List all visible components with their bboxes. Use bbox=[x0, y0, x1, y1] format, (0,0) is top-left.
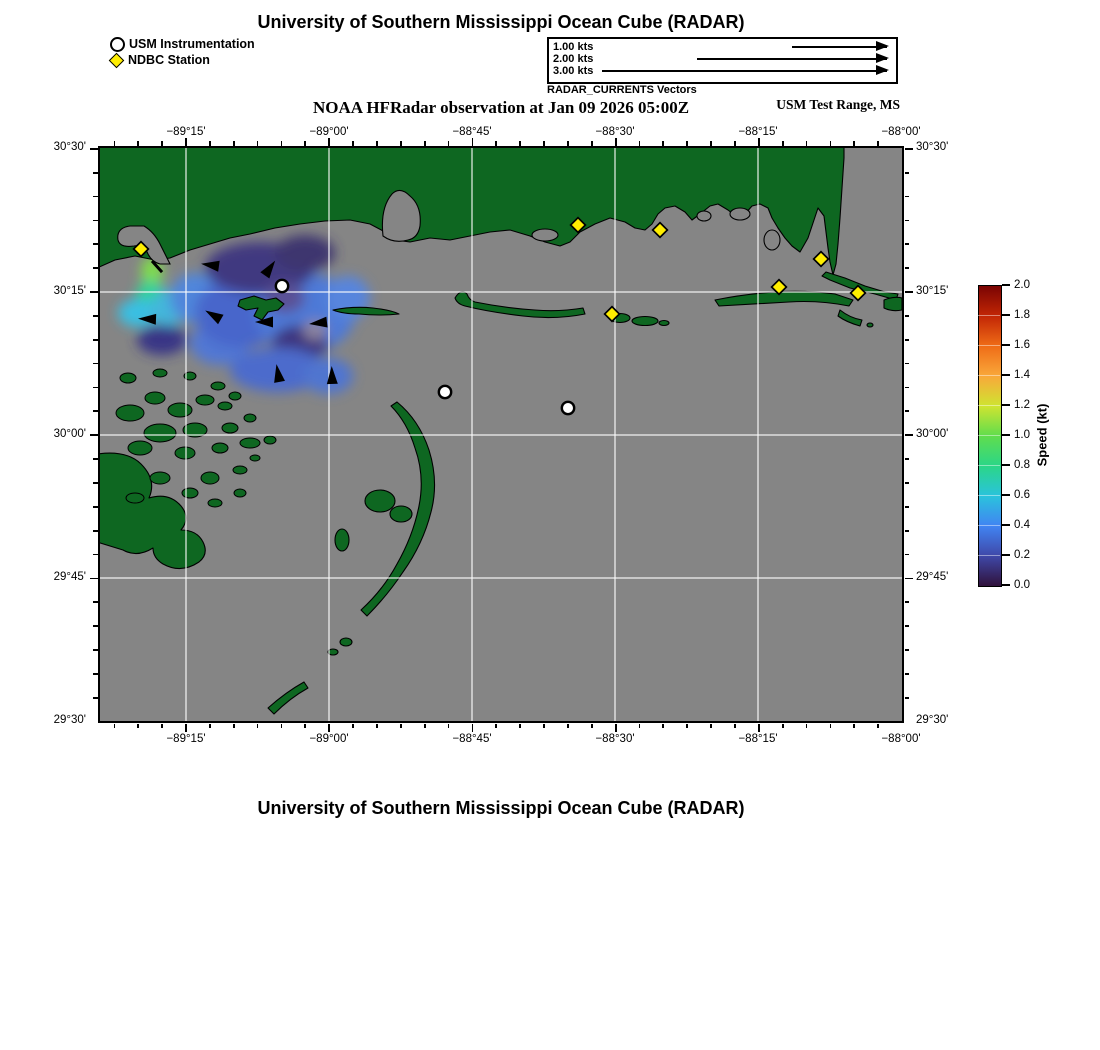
axis-tick bbox=[639, 724, 641, 729]
axis-tick bbox=[710, 724, 712, 729]
range-label: USM Test Range, MS bbox=[776, 97, 900, 112]
axis-tick bbox=[281, 724, 283, 729]
colorbar-tick bbox=[1002, 524, 1010, 526]
axis-tick bbox=[495, 141, 497, 146]
axis-tick bbox=[257, 724, 259, 729]
axis-tick bbox=[567, 724, 569, 729]
axis-tick bbox=[400, 141, 402, 146]
axis-tick bbox=[93, 243, 98, 245]
axis-tick bbox=[93, 530, 98, 532]
axis-tick bbox=[905, 506, 910, 508]
axis-tick-label: 30°00' bbox=[916, 428, 949, 440]
colorbar-segment-line bbox=[978, 405, 1000, 406]
colorbar-tick bbox=[1002, 374, 1010, 376]
island-freemason bbox=[390, 506, 412, 522]
marsh-islet bbox=[212, 443, 228, 453]
vector-scale-caption: RADAR_CURRENTS Vectors bbox=[547, 84, 697, 96]
axis-tick bbox=[93, 482, 98, 484]
axis-tick bbox=[710, 141, 712, 146]
colorbar-tick bbox=[1002, 434, 1010, 436]
marsh-islet bbox=[233, 466, 247, 474]
axis-tick bbox=[93, 673, 98, 675]
marsh-islet bbox=[218, 402, 232, 410]
axis-tick-label: −88°00' bbox=[881, 733, 921, 745]
marsh-islet bbox=[128, 441, 152, 455]
axis-tick bbox=[328, 724, 330, 732]
axis-tick bbox=[93, 172, 98, 174]
axis-tick bbox=[905, 649, 910, 651]
colorbar-tick bbox=[1002, 314, 1010, 316]
axis-tick bbox=[352, 141, 354, 146]
marsh-islet bbox=[126, 493, 144, 503]
axis-tick bbox=[639, 141, 641, 146]
marsh-islet bbox=[145, 392, 165, 404]
axis-tick bbox=[519, 724, 521, 729]
vector-scale-row-2 bbox=[549, 53, 896, 65]
axis-tick bbox=[257, 141, 259, 146]
colorbar-tick bbox=[1002, 584, 1010, 586]
colorbar-tick bbox=[1002, 344, 1010, 346]
axis-tick bbox=[424, 141, 426, 146]
island-freemason bbox=[365, 490, 395, 512]
axis-tick bbox=[543, 724, 545, 729]
axis-tick-label: 29°45' bbox=[916, 571, 949, 583]
axis-tick bbox=[376, 724, 378, 729]
axis-tick bbox=[905, 220, 910, 222]
marsh-islet bbox=[120, 373, 136, 383]
axis-tick-label: 30°15' bbox=[916, 285, 949, 297]
vector-shaft bbox=[602, 70, 887, 72]
axis-tick bbox=[686, 724, 688, 729]
axis-tick bbox=[782, 141, 784, 146]
axis-tick-label: −88°30' bbox=[595, 126, 635, 138]
axis-tick-label: −89°15' bbox=[166, 126, 206, 138]
axis-tick bbox=[905, 148, 913, 150]
axis-tick bbox=[830, 141, 832, 146]
colorbar-tick bbox=[1002, 284, 1010, 286]
axis-tick bbox=[905, 315, 910, 317]
axis-tick bbox=[905, 578, 913, 580]
footer-title: University of Southern Mississippi Ocean Cube (RADAR) bbox=[257, 798, 745, 818]
axis-tick-label: −89°00' bbox=[309, 126, 349, 138]
axis-tick bbox=[93, 267, 98, 269]
axis-tick-label: 30°30' bbox=[53, 141, 86, 153]
axis-tick bbox=[905, 172, 910, 174]
axis-tick bbox=[567, 141, 569, 146]
vector-arrowhead-icon bbox=[876, 41, 889, 51]
axis-tick bbox=[93, 220, 98, 222]
axis-tick bbox=[93, 387, 98, 389]
colorbar-segment-line bbox=[978, 465, 1000, 466]
axis-tick bbox=[93, 339, 98, 341]
axis-tick bbox=[281, 141, 283, 146]
axis-tick bbox=[905, 410, 910, 412]
vector-shaft bbox=[697, 58, 887, 60]
legend-item-ndbc bbox=[110, 52, 255, 68]
island-chandeleur-bit bbox=[340, 638, 352, 646]
bay-biloxi bbox=[532, 229, 558, 241]
axis-tick bbox=[352, 724, 354, 729]
axis-tick bbox=[905, 387, 910, 389]
axis-tick-label: −88°15' bbox=[738, 126, 778, 138]
map-plot[interactable] bbox=[53, 126, 949, 745]
axis-tick bbox=[93, 649, 98, 651]
colorbar-segment-line bbox=[978, 315, 1000, 316]
axis-tick-label: 30°30' bbox=[916, 141, 949, 153]
axis-tick-label: −89°15' bbox=[166, 733, 206, 745]
marsh-islet bbox=[208, 499, 222, 507]
colorbar-tick-label: 1.2 bbox=[1014, 399, 1030, 411]
axis-tick bbox=[114, 141, 116, 146]
colorbar-tick-label: 0.0 bbox=[1014, 579, 1030, 591]
marsh-islet bbox=[153, 369, 167, 377]
axis-tick bbox=[472, 138, 474, 146]
axis-tick bbox=[90, 578, 98, 580]
island-petit-bois bbox=[867, 323, 873, 327]
axis-tick bbox=[615, 138, 617, 146]
legend-item-usm bbox=[110, 36, 255, 52]
axis-tick bbox=[90, 148, 98, 150]
marsh-islet bbox=[182, 488, 198, 498]
axis-tick-label: −88°00' bbox=[881, 126, 921, 138]
colorbar-tick-label: 0.6 bbox=[1014, 489, 1030, 501]
marsh-islet bbox=[150, 472, 170, 484]
axis-tick bbox=[376, 141, 378, 146]
axis-tick bbox=[93, 196, 98, 198]
island-dog-keys bbox=[659, 321, 669, 326]
colorbar-tick bbox=[1002, 404, 1010, 406]
axis-tick bbox=[93, 410, 98, 412]
colorbar-tick-label: 1.4 bbox=[1014, 369, 1030, 381]
colorbar-tick bbox=[1002, 554, 1010, 556]
colorbar-tick-label: 1.8 bbox=[1014, 309, 1030, 321]
axis-tick bbox=[93, 458, 98, 460]
axis-tick bbox=[424, 724, 426, 729]
axis-tick bbox=[93, 554, 98, 556]
marsh-islet bbox=[144, 424, 176, 442]
marsh-islet bbox=[244, 414, 256, 422]
axis-tick bbox=[806, 724, 808, 729]
axis-tick-label: 29°45' bbox=[53, 571, 86, 583]
ndbc-station-icon bbox=[109, 52, 125, 68]
axis-tick bbox=[185, 724, 187, 732]
colorbar-tick-label: 0.2 bbox=[1014, 549, 1030, 561]
axis-tick bbox=[877, 141, 879, 146]
axis-tick bbox=[662, 724, 664, 729]
axis-tick bbox=[877, 724, 879, 729]
axis-tick bbox=[734, 141, 736, 146]
axis-tick bbox=[185, 138, 187, 146]
axis-tick-label: −88°45' bbox=[452, 733, 492, 745]
axis-tick bbox=[161, 724, 163, 729]
axis-tick-label: 29°30' bbox=[916, 714, 949, 726]
symbol-legend bbox=[110, 36, 255, 68]
vector-scale-row-1 bbox=[549, 41, 896, 53]
axis-tick bbox=[328, 138, 330, 146]
axis-tick bbox=[905, 554, 910, 556]
axis-tick bbox=[161, 141, 163, 146]
axis-tick bbox=[782, 724, 784, 729]
marsh-islet bbox=[116, 405, 144, 421]
colorbar-tick-label: 0.8 bbox=[1014, 459, 1030, 471]
colorbar-segment-line bbox=[978, 525, 1000, 526]
marsh-islet bbox=[211, 382, 225, 390]
axis-tick bbox=[543, 141, 545, 146]
axis-tick-label: 30°15' bbox=[53, 285, 86, 297]
axis-tick bbox=[519, 141, 521, 146]
axis-tick bbox=[905, 434, 913, 436]
axis-tick-label: −88°30' bbox=[595, 733, 635, 745]
axis-tick-label: −88°15' bbox=[738, 733, 778, 745]
marsh-islet bbox=[264, 436, 276, 444]
vector-scale-label: 3.00 kts bbox=[553, 65, 594, 77]
usm-instrumentation-marker[interactable] bbox=[276, 280, 288, 292]
marsh-islet bbox=[250, 455, 260, 461]
axis-tick bbox=[400, 724, 402, 729]
colorbar-segment-line bbox=[978, 435, 1000, 436]
marsh-islet bbox=[222, 423, 238, 433]
axis-tick bbox=[90, 291, 98, 293]
marsh-islet bbox=[196, 395, 214, 405]
axis-tick bbox=[90, 434, 98, 436]
axis-tick bbox=[905, 339, 910, 341]
usm-instrumentation-icon bbox=[110, 37, 125, 52]
axis-tick bbox=[905, 625, 910, 627]
axis-tick bbox=[93, 363, 98, 365]
axis-tick bbox=[905, 291, 913, 293]
marsh-islet bbox=[229, 392, 241, 400]
axis-tick bbox=[905, 196, 910, 198]
marsh-islet bbox=[234, 489, 246, 497]
axis-tick bbox=[448, 724, 450, 729]
marsh-islet bbox=[168, 403, 192, 417]
vector-scale-label: 2.00 kts bbox=[553, 53, 594, 65]
marsh-islet bbox=[240, 438, 260, 448]
vector-arrowhead-icon bbox=[876, 53, 889, 63]
land-dauphin-tip bbox=[884, 297, 902, 310]
map-canvas[interactable] bbox=[100, 148, 902, 721]
axis-tick bbox=[905, 363, 910, 365]
colorbar-tick bbox=[1002, 494, 1010, 496]
axis-tick bbox=[758, 138, 760, 146]
usm-instrumentation-marker[interactable] bbox=[439, 386, 451, 398]
axis-tick bbox=[137, 141, 139, 146]
colorbar-tick-label: 2.0 bbox=[1014, 279, 1030, 291]
page-title: University of Southern Mississippi Ocean Cube (RADAR) bbox=[257, 12, 745, 32]
legend-label: NDBC Station bbox=[128, 53, 210, 67]
axis-tick bbox=[137, 724, 139, 729]
colorbar-tick-label: 0.4 bbox=[1014, 519, 1030, 531]
axis-tick bbox=[93, 697, 98, 699]
axis-tick bbox=[93, 601, 98, 603]
axis-tick bbox=[905, 673, 910, 675]
bay-pascagoula-w bbox=[697, 211, 711, 221]
colorbar-segment-line bbox=[978, 495, 1000, 496]
axis-tick bbox=[853, 141, 855, 146]
axis-tick bbox=[662, 141, 664, 146]
axis-tick bbox=[591, 141, 593, 146]
axis-tick bbox=[758, 724, 760, 732]
axis-tick bbox=[304, 724, 306, 729]
vector-shaft bbox=[792, 46, 887, 48]
axis-tick bbox=[591, 724, 593, 729]
bay-grand bbox=[764, 230, 780, 250]
colorbar-gradient bbox=[978, 285, 1002, 587]
axis-tick bbox=[93, 625, 98, 627]
axis-tick bbox=[905, 243, 910, 245]
axis-tick bbox=[114, 724, 116, 729]
colorbar-title: Speed (kt) bbox=[1034, 403, 1050, 467]
axis-tick bbox=[93, 506, 98, 508]
axis-tick bbox=[233, 724, 235, 729]
axis-tick bbox=[686, 141, 688, 146]
axis-tick-label: 29°30' bbox=[53, 714, 86, 726]
axis-tick bbox=[905, 601, 910, 603]
vector-scale-box bbox=[547, 37, 898, 84]
island-dog-keys bbox=[632, 317, 658, 326]
axis-tick bbox=[830, 724, 832, 729]
colorbar-segment-line bbox=[978, 375, 1000, 376]
usm-instrumentation-marker[interactable] bbox=[562, 402, 574, 414]
colorbar-segment-line bbox=[978, 345, 1000, 346]
marsh-islet bbox=[201, 472, 219, 484]
observation-subtitle: NOAA HFRadar observation at Jan 09 2026 05:00Z bbox=[312, 98, 690, 117]
axis-tick-label: −89°00' bbox=[309, 733, 349, 745]
axis-tick bbox=[209, 724, 211, 729]
axis-tick bbox=[905, 267, 910, 269]
axis-tick bbox=[615, 724, 617, 732]
axis-tick bbox=[93, 315, 98, 317]
axis-tick bbox=[304, 141, 306, 146]
axis-tick bbox=[734, 724, 736, 729]
colorbar-segment-line bbox=[978, 555, 1000, 556]
axis-tick-label: −88°45' bbox=[452, 126, 492, 138]
colorbar-tick-label: 1.0 bbox=[1014, 429, 1030, 441]
vector-scale-row-3 bbox=[549, 65, 896, 77]
axis-tick bbox=[806, 141, 808, 146]
axis-tick bbox=[233, 141, 235, 146]
axis-tick-label: 30°00' bbox=[53, 428, 86, 440]
legend-label: USM Instrumentation bbox=[129, 37, 255, 51]
bay-pascagoula bbox=[730, 208, 750, 220]
axis-tick bbox=[448, 141, 450, 146]
colorbar-tick-label: 1.6 bbox=[1014, 339, 1030, 351]
axis-tick bbox=[905, 482, 910, 484]
axis-tick bbox=[209, 141, 211, 146]
speed-patch bbox=[275, 235, 335, 271]
colorbar-tick bbox=[1002, 464, 1010, 466]
axis-tick bbox=[853, 724, 855, 729]
axis-tick bbox=[472, 724, 474, 732]
vector-arrowhead-icon bbox=[876, 65, 889, 75]
islet bbox=[335, 529, 349, 551]
speed-patch bbox=[137, 325, 187, 355]
axis-tick bbox=[905, 530, 910, 532]
vector-scale-label: 1.00 kts bbox=[553, 41, 594, 53]
axis-tick bbox=[495, 724, 497, 729]
axis-tick bbox=[905, 458, 910, 460]
axis-tick bbox=[905, 697, 910, 699]
